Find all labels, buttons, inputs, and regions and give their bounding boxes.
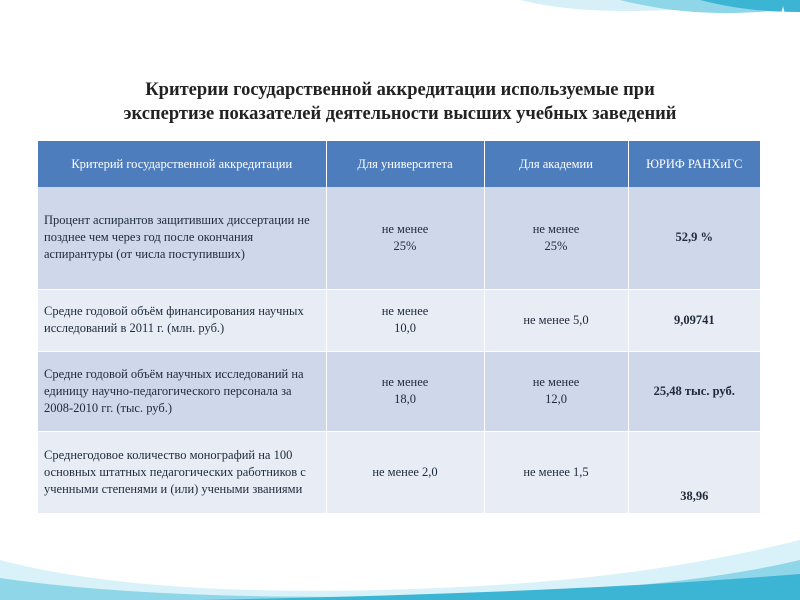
header-yurif: ЮРИФ РАНХиГС [628, 141, 760, 187]
university-value: не менее 18,0 [381, 375, 429, 406]
table-row [38, 289, 760, 351]
corner-sparkle-icon [774, 6, 792, 24]
header-university: Для университета [326, 141, 484, 187]
criterion-cell: Средне годовой объём финансирования научных исследований в 2011 г. (млн. руб.) [38, 289, 326, 351]
academy-value: не менее 25% [532, 221, 580, 253]
header-criterion: Критерий государственной аккредитации [38, 141, 326, 187]
university-cell [326, 431, 484, 513]
table-header-row [38, 141, 760, 187]
yurif-cell: 38,96 [628, 431, 760, 513]
criterion-cell: Среднегодовое количество монографий на 100 основных штатных педагогических работников с ученными степенями и (или) учеными званиями [38, 431, 326, 513]
yurif-cell: 9,09741 [628, 289, 760, 351]
criterion-cell: Процент аспирантов защитивших диссертации не позднее чем через год после окончания аспирантуры (от числа поступивших) [38, 187, 326, 289]
bottom-wave-decoration [0, 530, 800, 600]
slide-title [40, 78, 760, 126]
university-value: не менее 2,0 [372, 464, 438, 479]
university-cell [326, 351, 484, 431]
academy-cell: не менее 1,5 [484, 431, 628, 513]
university-value: не менее 10,0 [381, 304, 429, 335]
table-row [38, 351, 760, 431]
table-row [38, 187, 760, 289]
title-line-2: экспертизе показателей деятельности высших учебных заведений [123, 104, 677, 124]
university-cell [326, 187, 484, 289]
yurif-cell: 25,48 тыс. руб. [628, 351, 760, 431]
table-row [38, 431, 760, 513]
header-academy: Для академии [484, 141, 628, 187]
academy-cell [484, 351, 628, 431]
criteria-table [38, 141, 760, 514]
title-line-1: Критерии государственной аккредитации используемые при [145, 80, 655, 100]
top-wave-decoration [0, 0, 800, 60]
academy-value: не менее 12,0 [532, 375, 580, 406]
university-value: не менее 25% [381, 221, 429, 253]
university-cell [326, 289, 484, 351]
yurif-cell: 52,9 % [628, 187, 760, 289]
academy-cell: не менее 5,0 [484, 289, 628, 351]
criterion-cell: Средне годовой объём научных исследований на единицу научно-педагогического персонала за 2008-2010 гг. (тыс. руб.) [38, 351, 326, 431]
academy-cell [484, 187, 628, 289]
